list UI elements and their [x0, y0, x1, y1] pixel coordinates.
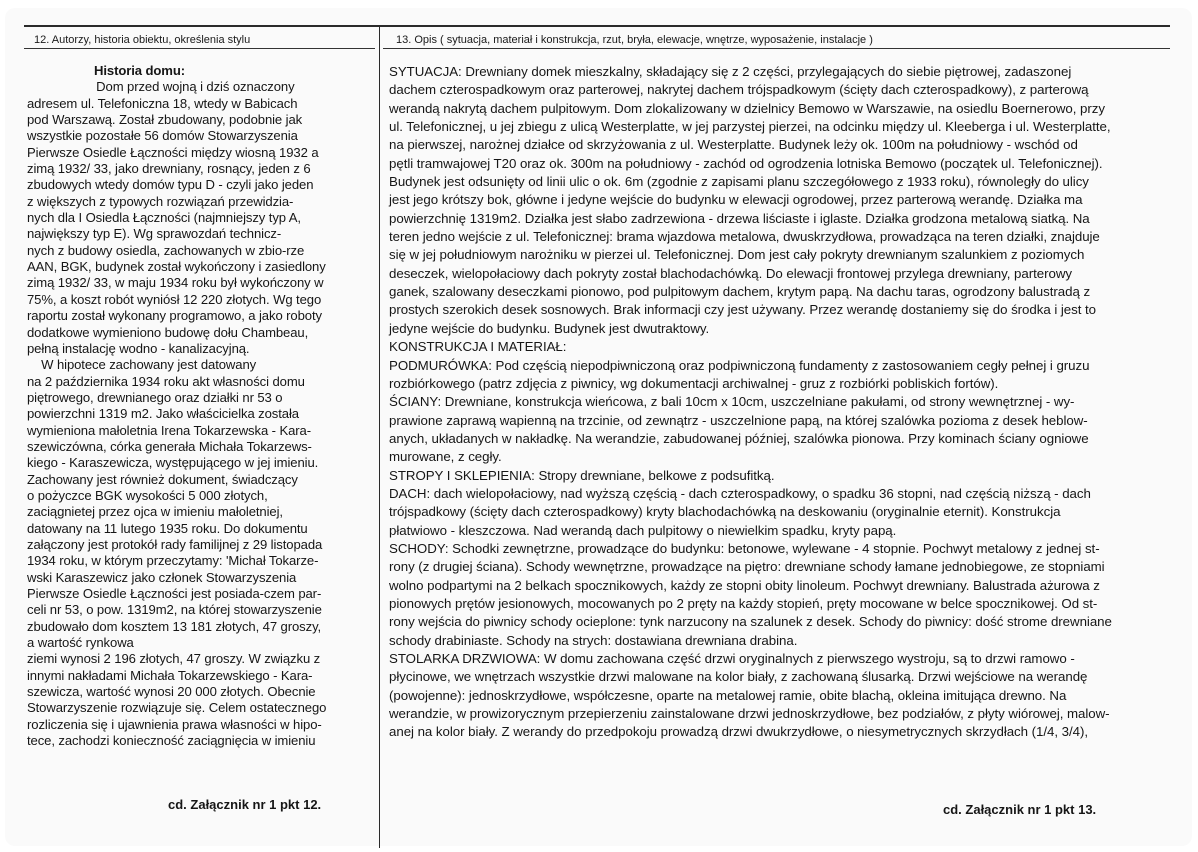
history-paragraphs	[27, 79, 327, 749]
text-line: zbudowało dom kosztem 13 181 złotych, 47 groszy,	[27, 618, 322, 634]
text-line: pełną instalację wodno - kanalizacyjną.	[27, 340, 250, 356]
text-line: DACH: dach wielopołaciowy, nad wyższą częścią - dach czterospadkowy, o spadku 36 stopni, nad częścią niższą - dach	[389, 485, 1091, 501]
right-section-header: 13. Opis ( sytuacja, materiał i konstrukcja, rzut, bryła, elewacje, wnętrze, wyposażenie, instalacje )	[396, 34, 873, 46]
text-line: rozbiórkowego (patrz zdjęcia z piwnicy, wg dokumentacji archiwalnej - gruz z rozbiórki pobliskich fortów).	[389, 375, 999, 391]
text-line: na 2 października 1934 roku akt własności domu	[27, 373, 305, 389]
text-line: załączony jest protokół rady familijnej z 29 listopada	[27, 536, 323, 552]
text-line: (powojenne): jednoskrzydłowe, współczesne, oparte na metalowej ramie, obite blachą, okleina imitująca drewno. Na	[389, 687, 1067, 703]
text-line: z większych z typowych rozwiązań przewidzia-	[27, 193, 294, 209]
text-line: rony wejścia do piwnicy schody ocieplone: tynk narzucony na szalunek z desek. Schody do piwnicy: dość strome drewniane	[389, 614, 1112, 630]
description-paragraphs	[389, 63, 1112, 742]
history-text-column	[27, 63, 327, 749]
text-line: płatwiowo - kleszczowa. Nad werandą dach pulpitowy o niewielkim spadku, kryty papą.	[389, 522, 897, 538]
text-line: SCHODY: Schodki zewnętrzne, prowadzące do budynku: betonowe, wylewane - 4 stopnie. Pochwyt metalowy z jednej st-	[389, 540, 1100, 556]
text-line: prawione zaprawą wapienną na trzcinie, od zewnątrz - uszczelnione papą, na której szalówka pozioma z desek heblow-	[389, 412, 1088, 428]
text-line: rozliczenia się i ujawnienia prawa własności w hipo-	[27, 716, 322, 732]
text-line: zbudowych wtedy domów typu D - czyli jako jeden	[27, 177, 314, 193]
text-line: AAN, BGK, budynek został wykończony i zasiedlony	[27, 259, 326, 275]
text-line: o pożyczce BGK wysokości 5 000 złotych,	[27, 487, 268, 503]
text-line: rony (z drugiej ściana). Schody wewnętrzne, prowadzące na piętro: drewniane schody łamane jednobiegowe, ze stopniami	[389, 559, 1105, 575]
text-line: powierzchnię 1319m2. Działka jest słabo zadrzewiona - drzewa liściaste i iglaste. Działka grodzona metalową siatką. Na	[389, 210, 1090, 226]
text-line: teren jedno wejście z ul. Telefonicznej: brama wjazdowa metalowa, dwuskrzydłowa, prowadząca na teren działki, znajduje	[389, 229, 1100, 245]
text-line: werandą nakrytą dachem pulpitowym. Dom zlokalizowany w dzielnicy Bemowo w Warszawie, na osiedlu Boernerowo, przy	[389, 100, 1105, 116]
left-section-header: 12. Autorzy, historia obiektu, określenia stylu	[34, 34, 251, 46]
text-line: celi nr 53, o pow. 1319m2, na której stowarzyszenie	[27, 602, 322, 618]
text-line: adresem ul. Telefoniczna 18, wtedy w Babicach	[27, 95, 298, 111]
text-line: murowane, z cegły.	[389, 449, 502, 465]
text-line: pod Warszawą. Został zbudowany, podobnie jak	[27, 112, 303, 128]
text-line: zimą 1932/ 33, jako drewniany, rosnący, jeden z 6	[27, 161, 311, 177]
text-line: szewiczówna, córka generała Michała Tokarzews-	[27, 438, 312, 454]
text-line: anej na kolor biały. Z werandy do przedpokoju prowadzą drzwi dwukrzydłowe, o niesymetrycznych skrzydłach (1/4, 3/4),	[389, 724, 1089, 740]
text-line: Stowarzyszenie rozwiązuje się. Celem ostatecznego	[27, 700, 327, 716]
left-header-underline	[24, 48, 375, 49]
text-line: deseczek, wielopołaciowy dach pokryty został blachodachówką. Do elewacji frontowej przylega drewniany, parterowy	[389, 265, 1072, 281]
left-attachment-reference: cd. Załącznik nr 1 pkt 12.	[168, 797, 322, 812]
text-line: największy typ E). Wg sprawozdań technicz-	[27, 226, 282, 242]
right-attachment-reference: cd. Załącznik nr 1 pkt 13.	[943, 802, 1097, 817]
text-line: pętli tramwajowej T20 oraz ok. 300m na południowy - zachód od ogrodzenia lotniska Bemowo (początek ul. Telefonicznej).	[389, 155, 1103, 171]
text-line: zaciągnietej przez ojca w imieniu małoletniej,	[27, 504, 283, 520]
column-divider	[379, 25, 380, 848]
text-line: zimą 1932/ 33, w maju 1934 roku był wykończony w	[27, 275, 324, 291]
text-line: pionowych prętów jesionowych, mocowanych po 2 pręty na każdy stopień, pręty mocowane w belce spocznikowej. Od st-	[389, 595, 1098, 611]
text-line: nych z budowy osiedla, zachowanych w zbio-rze	[27, 242, 305, 258]
text-line: na pierwszej, narożnej działce od skrzyżowania z ul. Westerplatte. Budynek leży ok. 100m na południowy - wschód od	[389, 137, 1078, 153]
text-line: jest jego krótszy bok, główne i jedyne wejście do budynku w elewacji ogrodowej, przez parterową werandę. Działka ma	[389, 192, 1083, 208]
text-line: powierzchni 1319 m2. Jako właścicielka została	[27, 406, 299, 422]
text-line: ŚCIANY: Drewniane, konstrukcja wieńcowa, z bali 10cm x 10cm, uszczelniane pakułami, od strony wewnętrznej - wy-	[389, 394, 1075, 410]
text-line: raportu został wykonany programowo, a jako roboty	[27, 308, 322, 324]
text-line: prostych szerokich desek sosnowych. Brak informacji czy jest używany. Przez werandę dostaniemy się do środka i jest to	[389, 302, 1097, 318]
text-line: Dom przed wojną i dziś oznaczony	[82, 79, 295, 95]
text-line: anych, układanych w nakładkę. Na werandzie, zabudowanej później, szalówka pionowa. Przy kominach ściany ogniowe	[389, 430, 1089, 446]
right-header-underline	[383, 48, 1170, 49]
text-line: datowany na 11 lutego 1935 roku. Do dokumentu	[27, 520, 308, 536]
text-line: Pierwsze Osiedle Łączności jest posiada-czem par-	[27, 586, 322, 601]
top-border-line	[24, 25, 1170, 27]
text-line: W hipotece zachowany jest datowany	[27, 357, 257, 373]
text-line: SYTUACJA: Drewniany domek mieszkalny, składający się z 2 części, przylegających do siebie piętrowej, zadaszonej	[389, 64, 1072, 79]
text-line: kiego - Karaszewicza, występującego w jej imieniu.	[27, 455, 319, 471]
text-line: innymi nakładami Michała Tokarzewskiego - Kara-	[27, 667, 313, 683]
text-line: ganek, szalowany deseczkami pionowo, pod pulpitowym dachem, krytym papą. Na dachu taras, ogrodzony balustradą z	[389, 284, 1091, 300]
text-line: dachem czterospadkowym oraz parterowej, nakrytej dachem trójspadkowym (ścięty dach czterospadkowy), z parterową	[389, 82, 1089, 98]
text-line: się w jej południowym narożniku w pierzei ul. Telefonicznej. Dom jest cały pokryty drewnianym szalunkiem z poziomych	[389, 247, 1085, 263]
text-line: Pierwsze Osiedle Łączności między wiosną 1932 a	[27, 144, 319, 160]
text-line: werandzie, w prowizorycznym przepierzeniu zainstalowane drzwi jednoskrzydłowe, bez podziałów, z płyty wiórowej, malow-	[389, 706, 1110, 722]
text-line: wski Karaszewicz jako członek Stowarzyszenia	[27, 569, 297, 585]
text-line: nych dla I Osiedla Łączności (najmniejszy typ A,	[27, 210, 301, 226]
text-line: szewicza, wartość wynosi 20 000 złotych. Obecnie	[27, 684, 316, 700]
text-line: wymieniona małoletnia Irena Tokarzewska - Kara-	[27, 422, 311, 438]
text-line: 75%, a koszt robót wyniósł 12 220 złotych. Wg tego	[27, 291, 322, 307]
text-line: Budynek jest odsunięty od linii ulic o ok. 6m (zgodnie z zapisami planu szczegółowego z 1933 roku), równoległy do ulicy	[389, 174, 1089, 190]
text-line: PODMURÓWKA: Pod częścią niepodpiwniczoną oraz podpiwniczoną fundamenty z zastosowaniem cegły pełnej i gruzu	[389, 357, 1090, 373]
text-line: a wartość rynkowa	[27, 635, 134, 651]
text-line: ul. Telefonicznej, u jej zbiegu z ulicą Westerplatte, w jej parzystej pierzei, na odcinku między ul. Kleeberga i ul. Westerplatte,	[389, 119, 1111, 135]
text-line: dodatkowe wymieniono budowę dołu Chambeau,	[27, 324, 309, 340]
text-line: wolno podpartymi na 2 belkach spocznikowych, każdy ze stopni obity linoleum. Pochwyt drewniany. Balustrada ażurowa z	[389, 577, 1100, 593]
text-line: jedyne wejście do budynku. Budynek jest dwutraktowy.	[389, 320, 710, 336]
text-line: STOLARKA DRZWIOWA: W domu zachowana część drzwi oryginalnych z pierwszego wystroju, są to drzwi ramowo -	[389, 651, 1075, 666]
text-line: ziemi wynosi 2 196 złotych, 47 groszy. W związku z	[27, 651, 321, 667]
text-line: KONSTRUKCJA I MATERIAŁ:	[389, 339, 567, 355]
text-line: STROPY I SKLEPIENIA: Stropy drewniane, belkowe z podsufitką.	[389, 467, 775, 483]
text-line: trójspadkowy (ścięty dach czterospadkowy) kryty blachodachówką na deskowaniu (oryginalnie eternit). Konstrukcja	[389, 504, 1061, 520]
text-line: płycinowe, we wnętrzach wszystkie drzwi malowane na kolor biały, z zachowaną ślusarką. Drzwi wejściowe na werandę	[389, 669, 1088, 685]
text-line: tece, zachodzi konieczność zaciągnięcia w imieniu	[27, 733, 316, 749]
history-title: Historia domu:	[94, 63, 185, 78]
description-text-column	[389, 63, 1112, 742]
text-line: wszystkie pozostałe 56 domów Stowarzyszenia	[27, 128, 298, 144]
text-line: Zachowany jest również dokument, świadczący	[27, 471, 298, 487]
text-line: 1934 roku, w którym przeczytamy: 'Michał Tokarze-	[27, 553, 319, 569]
text-line: piętrowego, drewnianego oraz działki nr 53 o	[27, 389, 283, 405]
text-line: schody drabiniaste. Schody na strych: dostawiana drewniana drabina.	[389, 632, 798, 648]
